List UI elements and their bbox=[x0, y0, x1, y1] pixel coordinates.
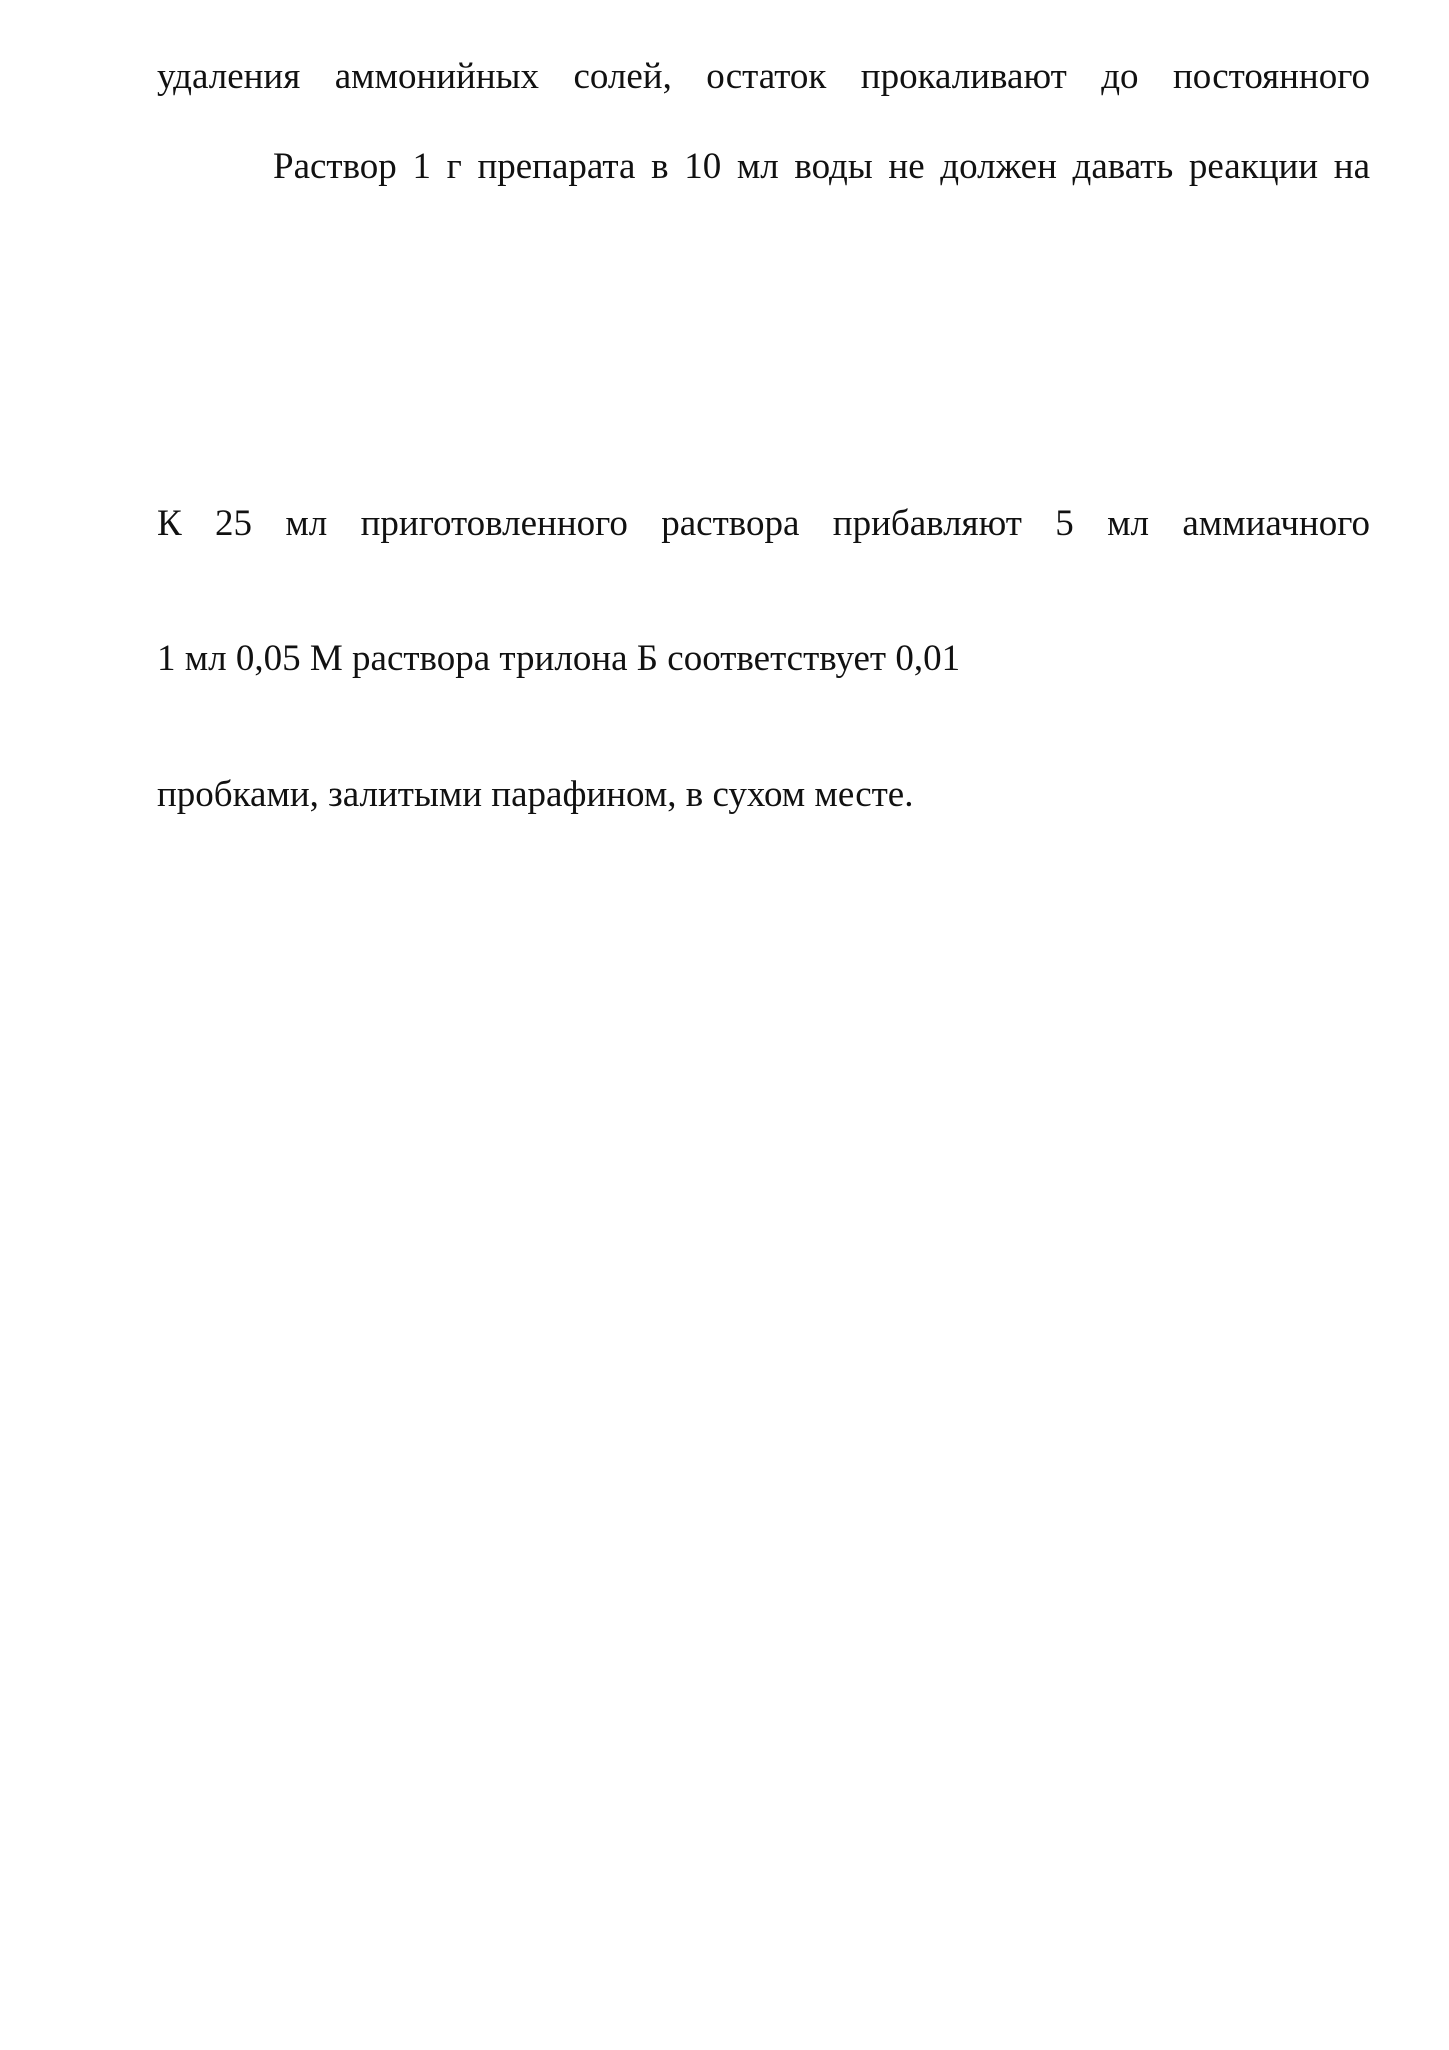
text-line-3: К 25 мл приготовленного раствора прибавляют 5 мл аммиачного bbox=[157, 503, 1370, 544]
text-line-5: пробками, залитыми парафином, в сухом месте. bbox=[157, 774, 914, 815]
text-line-4: 1 мл 0,05 М раствора трилона Б соответствует 0,01 bbox=[157, 638, 961, 679]
text-line-2: Раствор 1 г препарата в 10 мл воды не должен давать реакции на bbox=[273, 146, 1370, 187]
text-line-1: удаления аммонийных солей, остаток прокаливают до постоянного bbox=[157, 56, 1370, 97]
